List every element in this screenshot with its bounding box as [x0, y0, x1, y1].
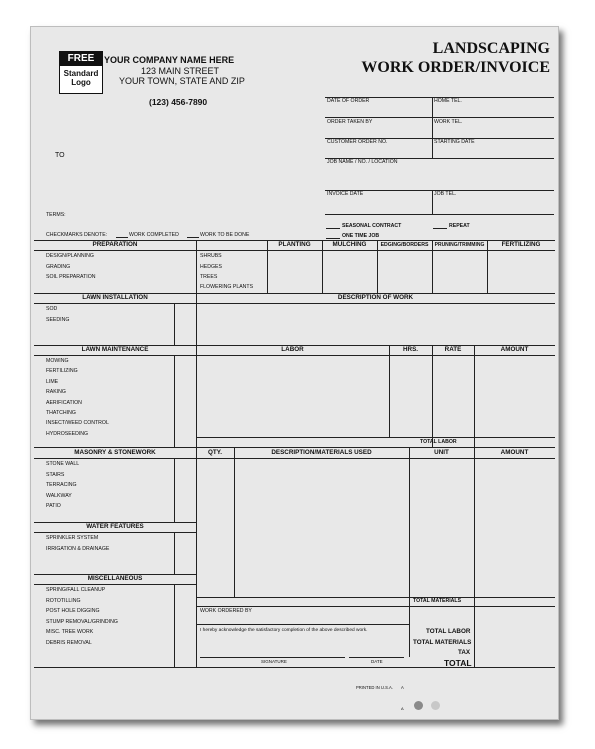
- labor-header: LABOR: [281, 346, 304, 353]
- lawn-maintenance-header: LAWN MAINTENANCE: [81, 346, 149, 353]
- masonry-header: MASONRY & STONEWORK: [74, 449, 156, 456]
- pruning-header: PRUNING/TRIMMING: [434, 242, 485, 248]
- maint-item: THATCHING: [46, 410, 76, 416]
- invoice-date-label: INVOICE DATE: [327, 191, 364, 197]
- print-code: A: [401, 685, 404, 690]
- terms-label: TERMS:: [46, 212, 66, 218]
- water-features-header: WATER FEATURES: [86, 523, 144, 530]
- prep-item: DESIGN/PLANNING: [46, 253, 94, 259]
- work-to-be-done-label: WORK TO BE DONE: [200, 232, 250, 238]
- to-label: TO: [55, 152, 65, 159]
- printed-in-usa: PRINTED IN U.S.A.: [356, 685, 393, 690]
- home-tel-label: HOME TEL.: [434, 98, 462, 104]
- job-tel-label: JOB TEL.: [434, 191, 457, 197]
- maint-item: HYDROSEEDING: [46, 431, 89, 437]
- misc-item: DEBRIS REMOVAL: [46, 640, 92, 646]
- qty-header: QTY.: [208, 449, 222, 456]
- invoice-form: [30, 26, 559, 720]
- misc-item: POST HOLE DIGGING: [46, 608, 100, 614]
- maint-item: INSECT/WEED CONTROL: [46, 420, 109, 426]
- maint-item: LIME: [46, 379, 59, 385]
- miscellaneous-header: MISCELLANEOUS: [87, 575, 143, 582]
- unit-header: UNIT: [434, 449, 449, 456]
- checkmarks-label: CHECKMARKS DENOTE:: [46, 232, 108, 238]
- seasonal-contract-label: SEASONAL CONTRACT: [342, 223, 402, 229]
- date-label: DATE: [371, 659, 383, 664]
- customer-order-no-label: CUSTOMER ORDER NO.: [327, 139, 388, 145]
- logo-free: FREE: [60, 52, 102, 66]
- registration-dot-light: [431, 701, 440, 710]
- work-ordered-by-label: WORK ORDERED BY: [200, 608, 252, 614]
- prep-item: FLOWERING PLANTS: [200, 284, 254, 290]
- total-labor-summary: TOTAL LABOR: [426, 628, 471, 635]
- materials-amount-header: AMOUNT: [500, 449, 529, 456]
- print-code-small: A: [401, 706, 404, 711]
- masonry-item: PATIO: [46, 503, 61, 509]
- prep-item: HEDGES: [200, 264, 222, 270]
- prep-item: GRADING: [46, 264, 71, 270]
- date-of-order-label: DATE OF ORDER: [327, 98, 370, 104]
- lawn-install-item: SEEDING: [46, 317, 70, 323]
- registration-dot-dark: [414, 701, 423, 710]
- maint-item: MOWING: [46, 358, 69, 364]
- prep-item: TREES: [200, 274, 218, 280]
- job-name-label: JOB NAME / NO. / LOCATION: [327, 159, 398, 165]
- prep-item: SHRUBS: [200, 253, 222, 259]
- maint-item: FERTILIZING: [46, 368, 78, 374]
- materials-description-header: DESCRIPTION/MATERIALS USED: [271, 449, 372, 456]
- mulching-header: MULCHING: [332, 241, 367, 248]
- total-materials-label: TOTAL MATERIALS: [413, 598, 462, 604]
- company-street: 123 MAIN STREET: [141, 66, 220, 76]
- acknowledge-text: I hereby acknowledge the satisfactory completion of the above described work.: [200, 628, 368, 633]
- planting-header: PLANTING: [278, 241, 311, 248]
- masonry-item: STAIRS: [46, 472, 65, 478]
- description-of-work-header: DESCRIPTION OF WORK: [337, 294, 414, 301]
- misc-item: ROTOTILLING: [46, 598, 81, 604]
- order-taken-by-label: ORDER TAKEN BY: [327, 119, 373, 125]
- lawn-installation-header: LAWN INSTALLATION: [82, 294, 148, 301]
- company-city: YOUR TOWN, STATE AND ZIP: [119, 76, 245, 86]
- total-labor-label: TOTAL LABOR: [420, 439, 457, 445]
- masonry-item: TERRACING: [46, 482, 77, 488]
- logo-standard: Standard: [63, 69, 99, 78]
- company-name: YOUR COMPANY NAME HERE: [104, 55, 235, 65]
- masonry-item: STONE WALL: [46, 461, 80, 467]
- work-tel-label: WORK TEL.: [434, 119, 463, 125]
- logo-logo: Logo: [71, 78, 91, 87]
- logo: [59, 51, 103, 94]
- tax-label: TAX: [458, 649, 471, 656]
- title-line2: WORK ORDER/INVOICE: [361, 59, 550, 76]
- water-item: IRRIGATION & DRAINAGE: [46, 546, 110, 552]
- water-item: SPRINKLER SYSTEM: [46, 535, 99, 541]
- maint-item: AERIFICATION: [46, 400, 82, 406]
- preparation-header: PREPARATION: [92, 241, 138, 248]
- edging-header: EDGING/BORDERS: [380, 242, 429, 248]
- signature-label: SIGNATURE: [261, 659, 287, 664]
- one-time-job-label: ONE TIME JOB: [342, 233, 380, 239]
- lawn-install-item: SOD: [46, 306, 58, 312]
- rate-header: RATE: [444, 346, 462, 353]
- title-line1: LANDSCAPING: [432, 40, 550, 57]
- work-completed-label: WORK COMPLETED: [129, 232, 179, 238]
- fertilizing-header: FERTILIZING: [501, 241, 541, 248]
- company-phone: (123) 456-7890: [149, 97, 208, 107]
- hrs-header: HRS.: [402, 346, 419, 353]
- total-materials-summary: TOTAL MATERIALS: [413, 639, 472, 646]
- masonry-item: WALKWAY: [46, 493, 72, 499]
- misc-item: MISC. TREE WORK: [46, 629, 94, 635]
- misc-item: STUMP REMOVAL/GRINDING: [46, 619, 118, 625]
- starting-date-label: STARTING DATE: [434, 139, 475, 145]
- misc-item: SPRING/FALL CLEANUP: [46, 587, 106, 593]
- prep-item: SOIL PREPARATION: [46, 274, 96, 280]
- total-label: TOTAL: [444, 658, 472, 668]
- maint-item: RAKING: [46, 389, 66, 395]
- amount-header: AMOUNT: [500, 346, 529, 353]
- repeat-label: REPEAT: [449, 223, 470, 229]
